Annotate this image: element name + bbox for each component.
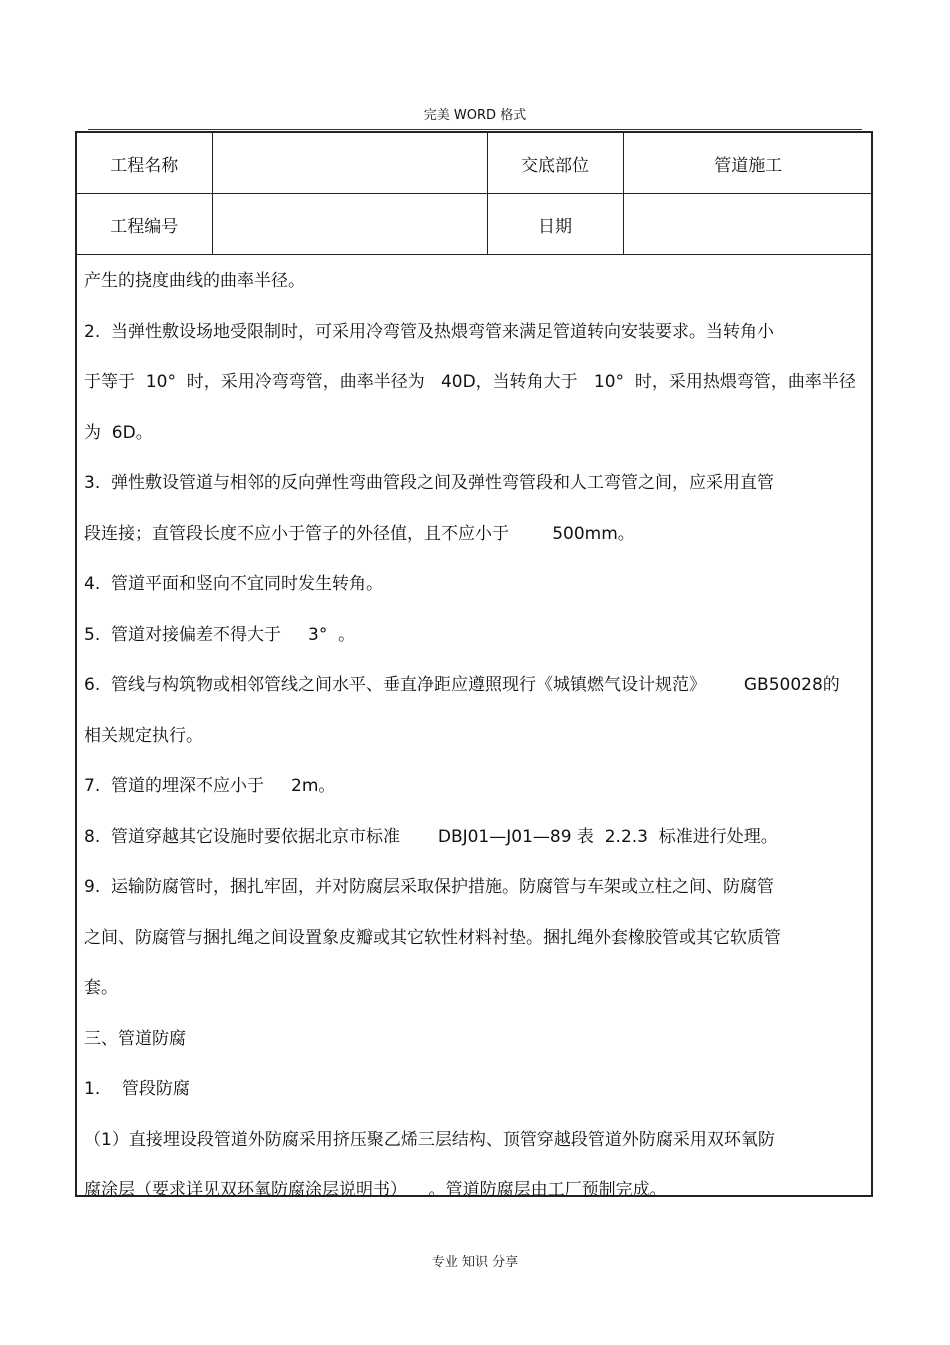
project-name-label: 工程名称 [77,133,212,194]
project-number-label: 工程编号 [77,194,212,255]
header-rule [88,129,862,130]
page-header: 完美 WORD 格式 [423,108,527,123]
content-line: 8. 管道穿越其它设施时要依据北京市标准 DBJ01—J01—89 表 2.2.3 标准进行处理。 [84,826,778,847]
content-line: 7. 管道的埋深不应小于 2m。 [84,776,336,796]
project-name-value [212,133,487,194]
disclosure-part-label: 交底部位 [487,133,623,194]
content-line: 4. 管道平面和竖向不宜同时发生转角。 [84,574,384,594]
content-line: 套。 [84,978,118,998]
content-line: 相关规定执行。 [84,725,203,746]
content-line: 为 6D。 [84,422,153,443]
section-heading: 三、管道防腐 [84,1028,186,1049]
disclosure-part-value: 管道施工 [623,133,873,194]
info-row-project-number [77,194,873,255]
content-line: （1）直接埋设段管道外防腐采用挤压聚乙烯三层结构、顶管穿越段管道外防腐采用双环氧防 [84,1129,775,1150]
content-line: 产生的挠度曲线的曲率半径。 [84,271,305,291]
content-line: 于等于 10° 时，采用冷弯弯管，曲率半径为 40D，当转角大于 10° 时，采用热煨弯管，曲率半径 [84,372,856,392]
date-value [623,194,873,255]
content-line: 之间、防腐管与捆扎绳之间设置象皮瓣或其它软性材料衬垫。捆扎绳外套橡胶管或其它软质管 [84,927,781,948]
info-table [77,133,873,255]
subsection-heading: 1. 管段防腐 [84,1079,190,1099]
info-row-project-name [77,133,873,194]
content-line: 2. 当弹性敷设场地受限制时，可采用冷弯管及热煨弯管来满足管道转向安装要求。当转角小 [84,321,775,342]
content-line: 5. 管道对接偏差不得大于 3° 。 [84,624,356,645]
date-label: 日期 [487,194,623,255]
content-body [84,256,870,1216]
content-line: 腐涂层（要求详见双环氧防腐涂层说明书） 。管道防腐层由工厂预制完成。 [84,1180,667,1200]
document-frame [75,131,873,1200]
content-line: 9. 运输防腐管时，捆扎牢固，并对防腐层采取保护措施。防腐管与车架或立柱之间、防腐管 [84,877,775,897]
content-line: 段连接；直管段长度不应小于管子的外径值，且不应小于 500mm。 [84,523,635,544]
page-footer: 专业 知识 分享 [431,1255,519,1270]
project-number-value [212,194,487,255]
content-line: 3. 弹性敷设管道与相邻的反向弹性弯曲管段之间及弹性弯管段和人工弯管之间，应采用直管 [84,473,775,493]
content-line: 6. 管线与构筑物或相邻管线之间水平、垂直净距应遵照现行《城镇燃气设计规范》 GB50028的 [84,675,840,695]
